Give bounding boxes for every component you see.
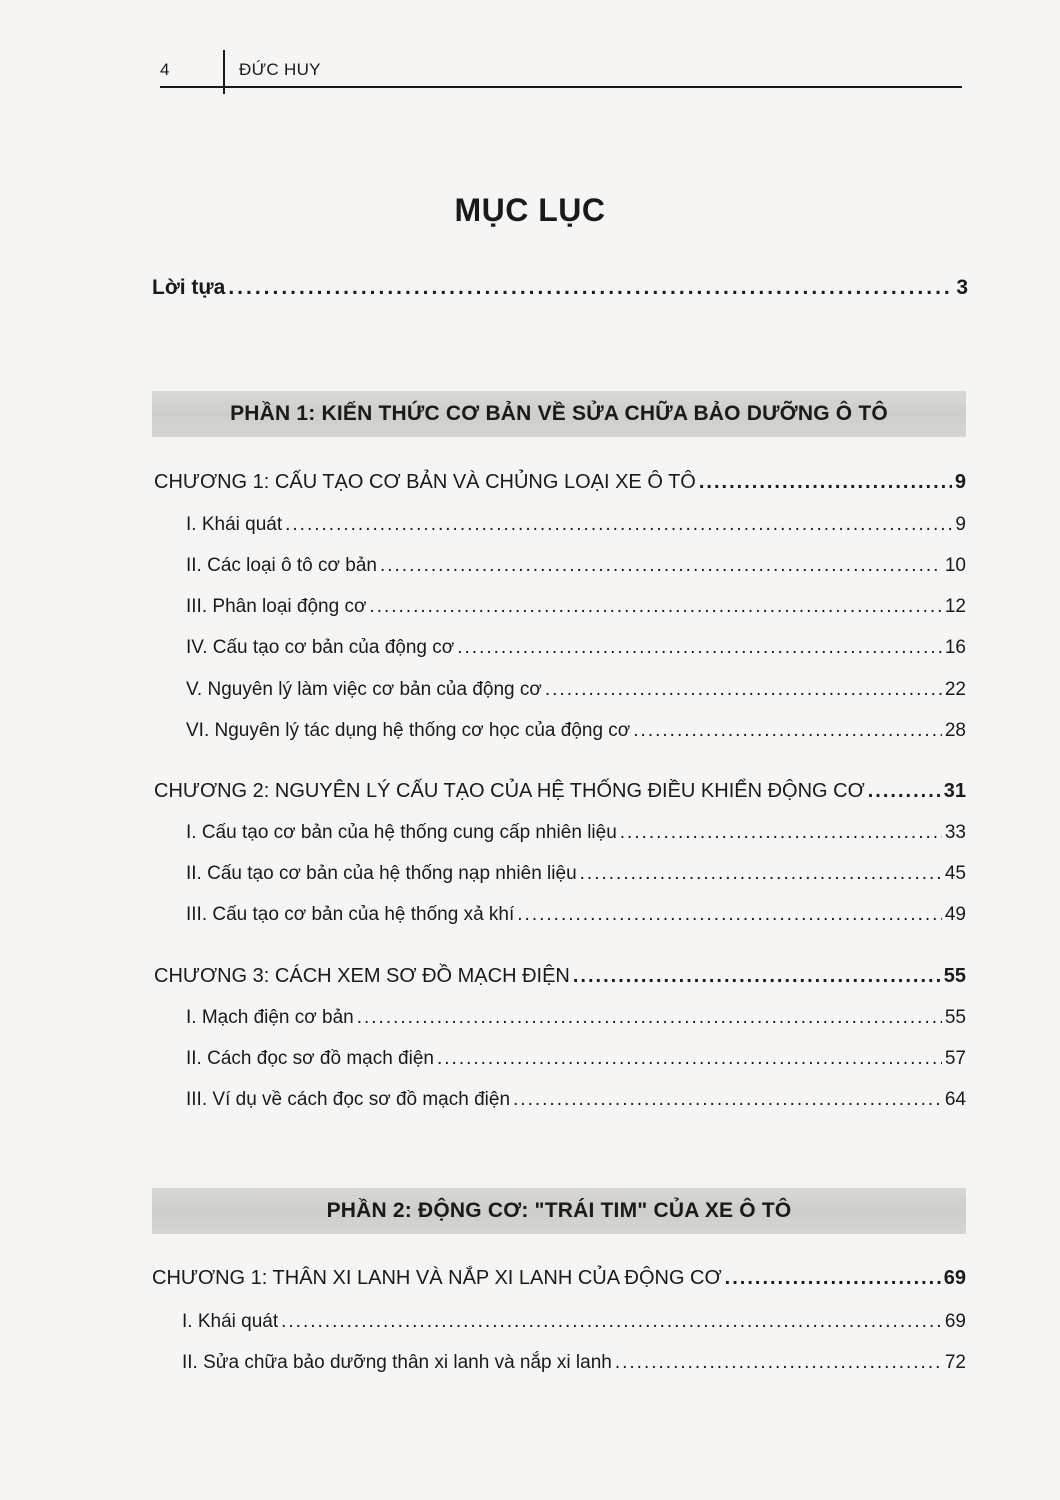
dot-leader — [285, 514, 952, 536]
toc-chapter[interactable] — [154, 780, 966, 803]
header-divider — [223, 50, 225, 94]
item-page: 57 — [944, 1048, 966, 1069]
toc-entry-foreword[interactable] — [152, 276, 968, 300]
item-page: 12 — [944, 596, 966, 617]
toc-item[interactable] — [186, 1007, 966, 1029]
item-page: 69 — [944, 1311, 966, 1332]
dot-leader — [437, 1048, 942, 1070]
dot-leader — [228, 276, 953, 300]
toc-item[interactable] — [186, 1048, 966, 1070]
chapter-page: 9 — [954, 471, 966, 493]
item-title: III. Ví dụ về cách đọc sơ đồ mạch điện — [186, 1089, 511, 1110]
part-banner — [152, 1188, 966, 1234]
item-page: 16 — [944, 637, 966, 658]
chapter-title: CHƯƠNG 1: CẤU TẠO CƠ BẢN VÀ CHỦNG LOẠI XE Ô TÔ — [154, 471, 696, 493]
dot-leader — [573, 965, 941, 988]
item-title: I. Khái quát — [186, 514, 283, 535]
item-title: V. Nguyên lý làm việc cơ bản của động cơ — [186, 679, 542, 700]
dot-leader — [513, 1089, 942, 1111]
part-title: PHẦN 1: KIẾN THỨC CƠ BẢN VỀ SỬA CHỮA BẢO DƯỠNG Ô TÔ — [230, 402, 888, 425]
toc-chapter[interactable] — [154, 965, 966, 988]
author-name: ĐỨC HUY — [239, 60, 321, 79]
chapter-title: CHƯƠNG 1: THÂN XI LANH VÀ NẮP XI LANH CỦA ĐỘNG CƠ — [152, 1267, 722, 1289]
dot-leader — [357, 1007, 942, 1029]
item-title: II. Các loại ô tô cơ bản — [186, 555, 377, 576]
item-title: II. Sửa chữa bảo dưỡng thân xi lanh và nắp xi lanh — [182, 1352, 612, 1373]
chapter-page: 55 — [943, 965, 966, 987]
dot-leader — [580, 863, 942, 885]
toc-entry-label: Lời tựa — [152, 276, 226, 299]
part-banner — [152, 391, 966, 437]
toc-item[interactable] — [186, 637, 966, 659]
item-title: II. Cách đọc sơ đồ mạch điện — [186, 1048, 434, 1069]
dot-leader — [868, 780, 941, 803]
dot-leader — [281, 1311, 942, 1333]
toc-item[interactable] — [186, 863, 966, 885]
toc-item[interactable] — [186, 555, 966, 577]
toc-item[interactable] — [186, 596, 966, 618]
part-title: PHẦN 2: ĐỘNG CƠ: "TRÁI TIM" CỦA XE Ô TÔ — [326, 1199, 792, 1222]
toc-item[interactable] — [186, 822, 966, 844]
dot-leader — [620, 822, 942, 844]
toc-item[interactable] — [186, 904, 966, 926]
chapter-title: CHƯƠNG 2: NGUYÊN LÝ CẤU TẠO CỦA HỆ THỐNG ĐIỀU KHIỂN ĐỘNG CƠ — [154, 780, 865, 802]
toc-item[interactable] — [182, 1311, 966, 1333]
toc-item[interactable] — [182, 1352, 966, 1374]
item-title: III. Phân loại động cơ — [186, 596, 367, 617]
item-title: IV. Cấu tạo cơ bản của động cơ — [186, 637, 455, 658]
dot-leader — [725, 1267, 941, 1290]
chapter-title: CHƯƠNG 3: CÁCH XEM SƠ ĐỒ MẠCH ĐIỆN — [154, 965, 570, 987]
item-page: 49 — [944, 904, 966, 925]
dot-leader — [633, 720, 942, 742]
toc-item[interactable] — [186, 720, 966, 742]
page-title: MỤC LỤC — [454, 192, 606, 228]
item-title: I. Khái quát — [182, 1311, 279, 1332]
item-page: 22 — [944, 679, 966, 700]
toc-chapter[interactable] — [152, 1267, 966, 1290]
toc-item[interactable] — [186, 1089, 966, 1111]
toc-entry-page: 3 — [956, 276, 968, 299]
dot-leader — [545, 679, 942, 701]
item-page: 64 — [944, 1089, 966, 1110]
item-page: 10 — [944, 555, 966, 576]
toc-item[interactable] — [186, 514, 966, 536]
dot-leader — [615, 1352, 942, 1374]
running-header — [160, 58, 962, 102]
dot-leader — [457, 637, 942, 659]
dot-leader — [380, 555, 942, 577]
dot-leader — [699, 471, 952, 494]
toc-chapter[interactable] — [154, 471, 966, 494]
item-title: III. Cấu tạo cơ bản của hệ thống xả khí — [186, 904, 515, 925]
toc-item[interactable] — [186, 679, 966, 701]
item-title: I. Mạch điện cơ bản — [186, 1007, 354, 1028]
item-title: VI. Nguyên lý tác dụng hệ thống cơ học của động cơ — [186, 720, 631, 741]
item-page: 33 — [944, 822, 966, 843]
item-page: 72 — [944, 1352, 966, 1373]
page-number: 4 — [160, 60, 170, 79]
item-title: I. Cấu tạo cơ bản của hệ thống cung cấp nhiên liệu — [186, 822, 617, 843]
dot-leader — [517, 904, 942, 926]
chapter-page: 31 — [943, 780, 966, 802]
chapter-page: 69 — [943, 1267, 966, 1289]
item-title: II. Cấu tạo cơ bản của hệ thống nạp nhiên liệu — [186, 863, 577, 884]
dot-leader — [369, 596, 941, 618]
item-page: 9 — [955, 514, 966, 535]
item-page: 28 — [944, 720, 966, 741]
item-page: 55 — [944, 1007, 966, 1028]
header-rule — [160, 86, 962, 88]
item-page: 45 — [944, 863, 966, 884]
